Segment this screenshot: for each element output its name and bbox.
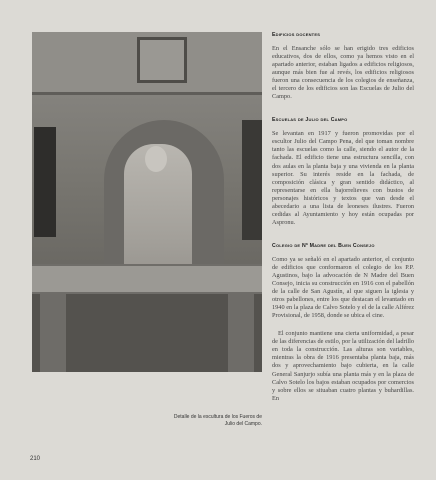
pilaster-left [40, 294, 66, 372]
window-left [34, 127, 56, 237]
text-column [272, 32, 414, 419]
pilaster-right [228, 294, 254, 372]
facade-photo [32, 32, 262, 372]
photo-caption: Detalle de la escultura de los Fueros de Julio del Campo. [173, 414, 262, 427]
paragraph: Como ya se señaló en el apartado anterior, el conjunto de edificios que conformaron el colegio de los P.P. Agustinos, bajo la advocación de N Madre del Buen Consejo, inicia su construcción en 1916 con el pabellón de la calle de San Agustín, al que siguen la iglesia y otros pabellones, entre los que destacan el levantado en 1940 en la plaza de Calvo Sotelo y el de la calle Alférez Provisional, de 1958, donde se ubica el cine. [272, 255, 414, 320]
section-escuelas [272, 117, 414, 227]
paragraph: El conjunto mantiene una cierta uniformidad, a pesar de las diferencias de estilo, por la utilización del ladrillo en toda la construcción. Las alturas son variables, mientras la obra de 1916 presentaba planta baja, más dos y aprovechamiento bajo cubierta, en la calle General Sanjurjo subía una planta más y en la plaza de Calvo Sotelo los bajos estaban ocupados por comercios y sobre ellos se situaban cuatro plantas y buhardillas. En [272, 330, 414, 402]
section-heading: Edificios docentes [272, 32, 321, 38]
section-edificios-docentes [272, 32, 414, 101]
page-number: 210 [30, 456, 41, 462]
coat-of-arms [137, 37, 187, 83]
paragraph: En el Ensanche sólo se han erigido tres edificios educativos, dos de ellos, como ya hemos visto en el apartado anterior, estaban ligados a edificios religiosos, aunque más bien fue al revés, los edificios religiosos fueron una consecuencia de los colegios de enseñanza, el tercero de los edificios son las Escuelas de Julio del Campo. [272, 45, 414, 101]
paragraph: Se levantan en 1917 y fueron promovidas por el escultor Julio del Campo Pena, del que toman nombre tanto las escuelas como la calle, siendo el autor de la fachada. El edificio tiene una estructura sencilla, con dos aulas en la planta baja y una vivienda en la planta superior. Su interés reside en la fachada, de composición clásica y gran sentido didáctico, al representarse en ella bajorrelieves con bustos de personajes históricos y textos que van desde el abecedario a una lista de leoneses ilustres. Fueron cedidas al Ayuntamiento y hoy están ocupadas por Aspronu. [272, 130, 414, 226]
window-right [242, 120, 262, 240]
cornice [32, 264, 262, 294]
section-heading: Colegio de Nª Madre del Buen Consejo [272, 242, 375, 249]
sculpture-head [145, 146, 167, 172]
section-heading: Escuelas de Julio del Campo [272, 117, 348, 124]
section-colegio [272, 243, 414, 403]
